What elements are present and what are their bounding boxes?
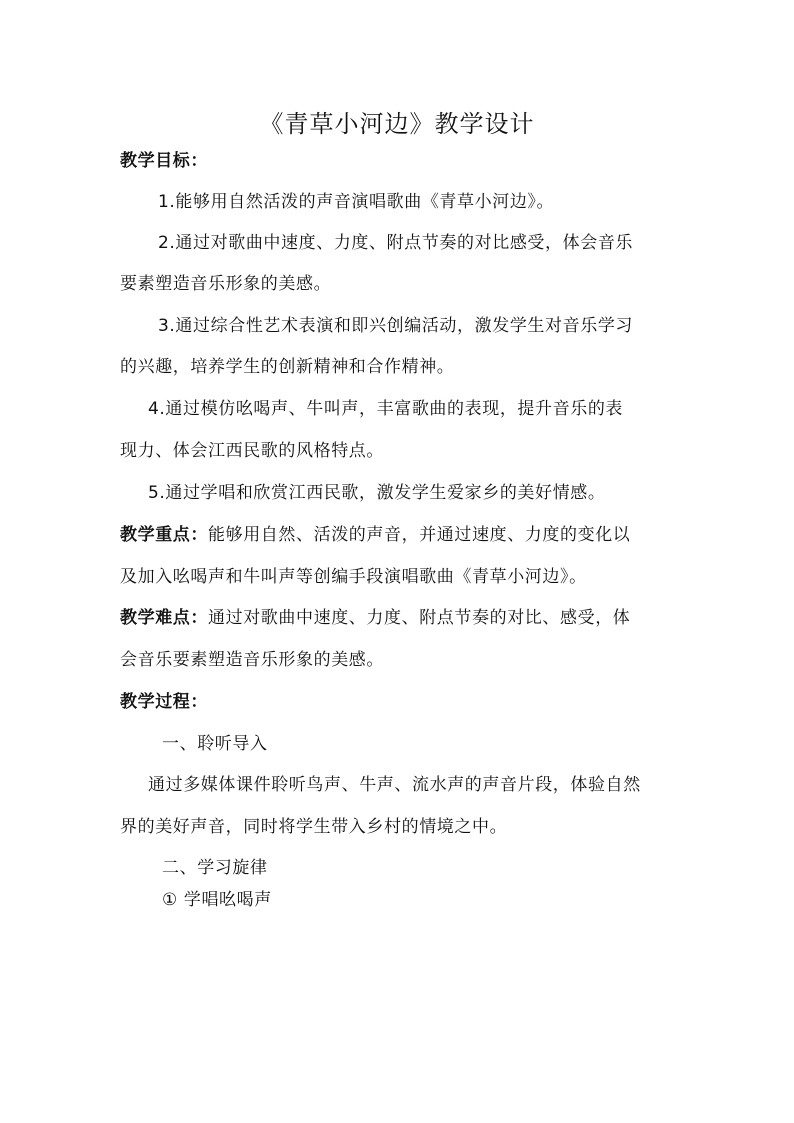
section2-step1: ① 学唱吆喝声 <box>162 890 272 910</box>
objective-5: 5.通过学唱和欣赏江西民歌，激发学生爱家乡的美好情感。 <box>148 483 606 503</box>
objectives-heading: 教学目标： <box>120 151 208 171</box>
difficulties-line2: 会音乐要素塑造音乐形象的美感。 <box>120 650 384 670</box>
key-points-line1 <box>120 524 630 546</box>
section1-line2: 界的美好声音，同时将学生带入乡村的情境之中。 <box>120 817 508 837</box>
objective-3-line2: 的兴趣，培养学生的创新精神和合作精神。 <box>120 357 455 377</box>
key-points-line2: 及加入吆喝声和牛叫声等创编手段演唱歌曲《青草小河边》。 <box>120 567 587 587</box>
objective-2-line2: 要素塑造音乐形象的美感。 <box>120 274 332 294</box>
document-title: 《青草小河边》教学设计 <box>259 110 535 138</box>
process-heading: 教学过程： <box>120 692 208 712</box>
objective-4-line1: 4.通过模仿吆喝声、牛叫声，丰富歌曲的表现，提升音乐的表 <box>148 399 624 419</box>
section1-title: 一、聆听导入 <box>162 734 268 754</box>
difficulties-line1 <box>120 607 630 629</box>
objective-2-line1: 2.通过对歌曲中速度、力度、附点节奏的对比感受，体会音乐 <box>158 233 634 253</box>
objective-3-line1: 3.通过综合性艺术表演和即兴创编活动，激发学生对音乐学习 <box>158 316 634 336</box>
difficulties-text: 通过对歌曲中速度、力度、附点节奏的对比、感受，体 <box>208 608 631 628</box>
key-points-label: 教学重点： <box>120 525 208 545</box>
section1-line1: 通过多媒体课件聆听鸟声、牛声、流水声的声音片段，体验自然 <box>148 775 641 795</box>
objective-1: 1.能够用自然活泼的声音演唱歌曲《青草小河边》。 <box>158 192 555 212</box>
objective-4-line2: 现力、体会江西民歌的风格特点。 <box>120 441 384 461</box>
key-points-text: 能够用自然、活泼的声音，并通过速度、力度的变化以 <box>208 525 631 545</box>
difficulties-label: 教学难点： <box>120 608 208 628</box>
section2-title: 二、学习旋律 <box>162 858 268 878</box>
